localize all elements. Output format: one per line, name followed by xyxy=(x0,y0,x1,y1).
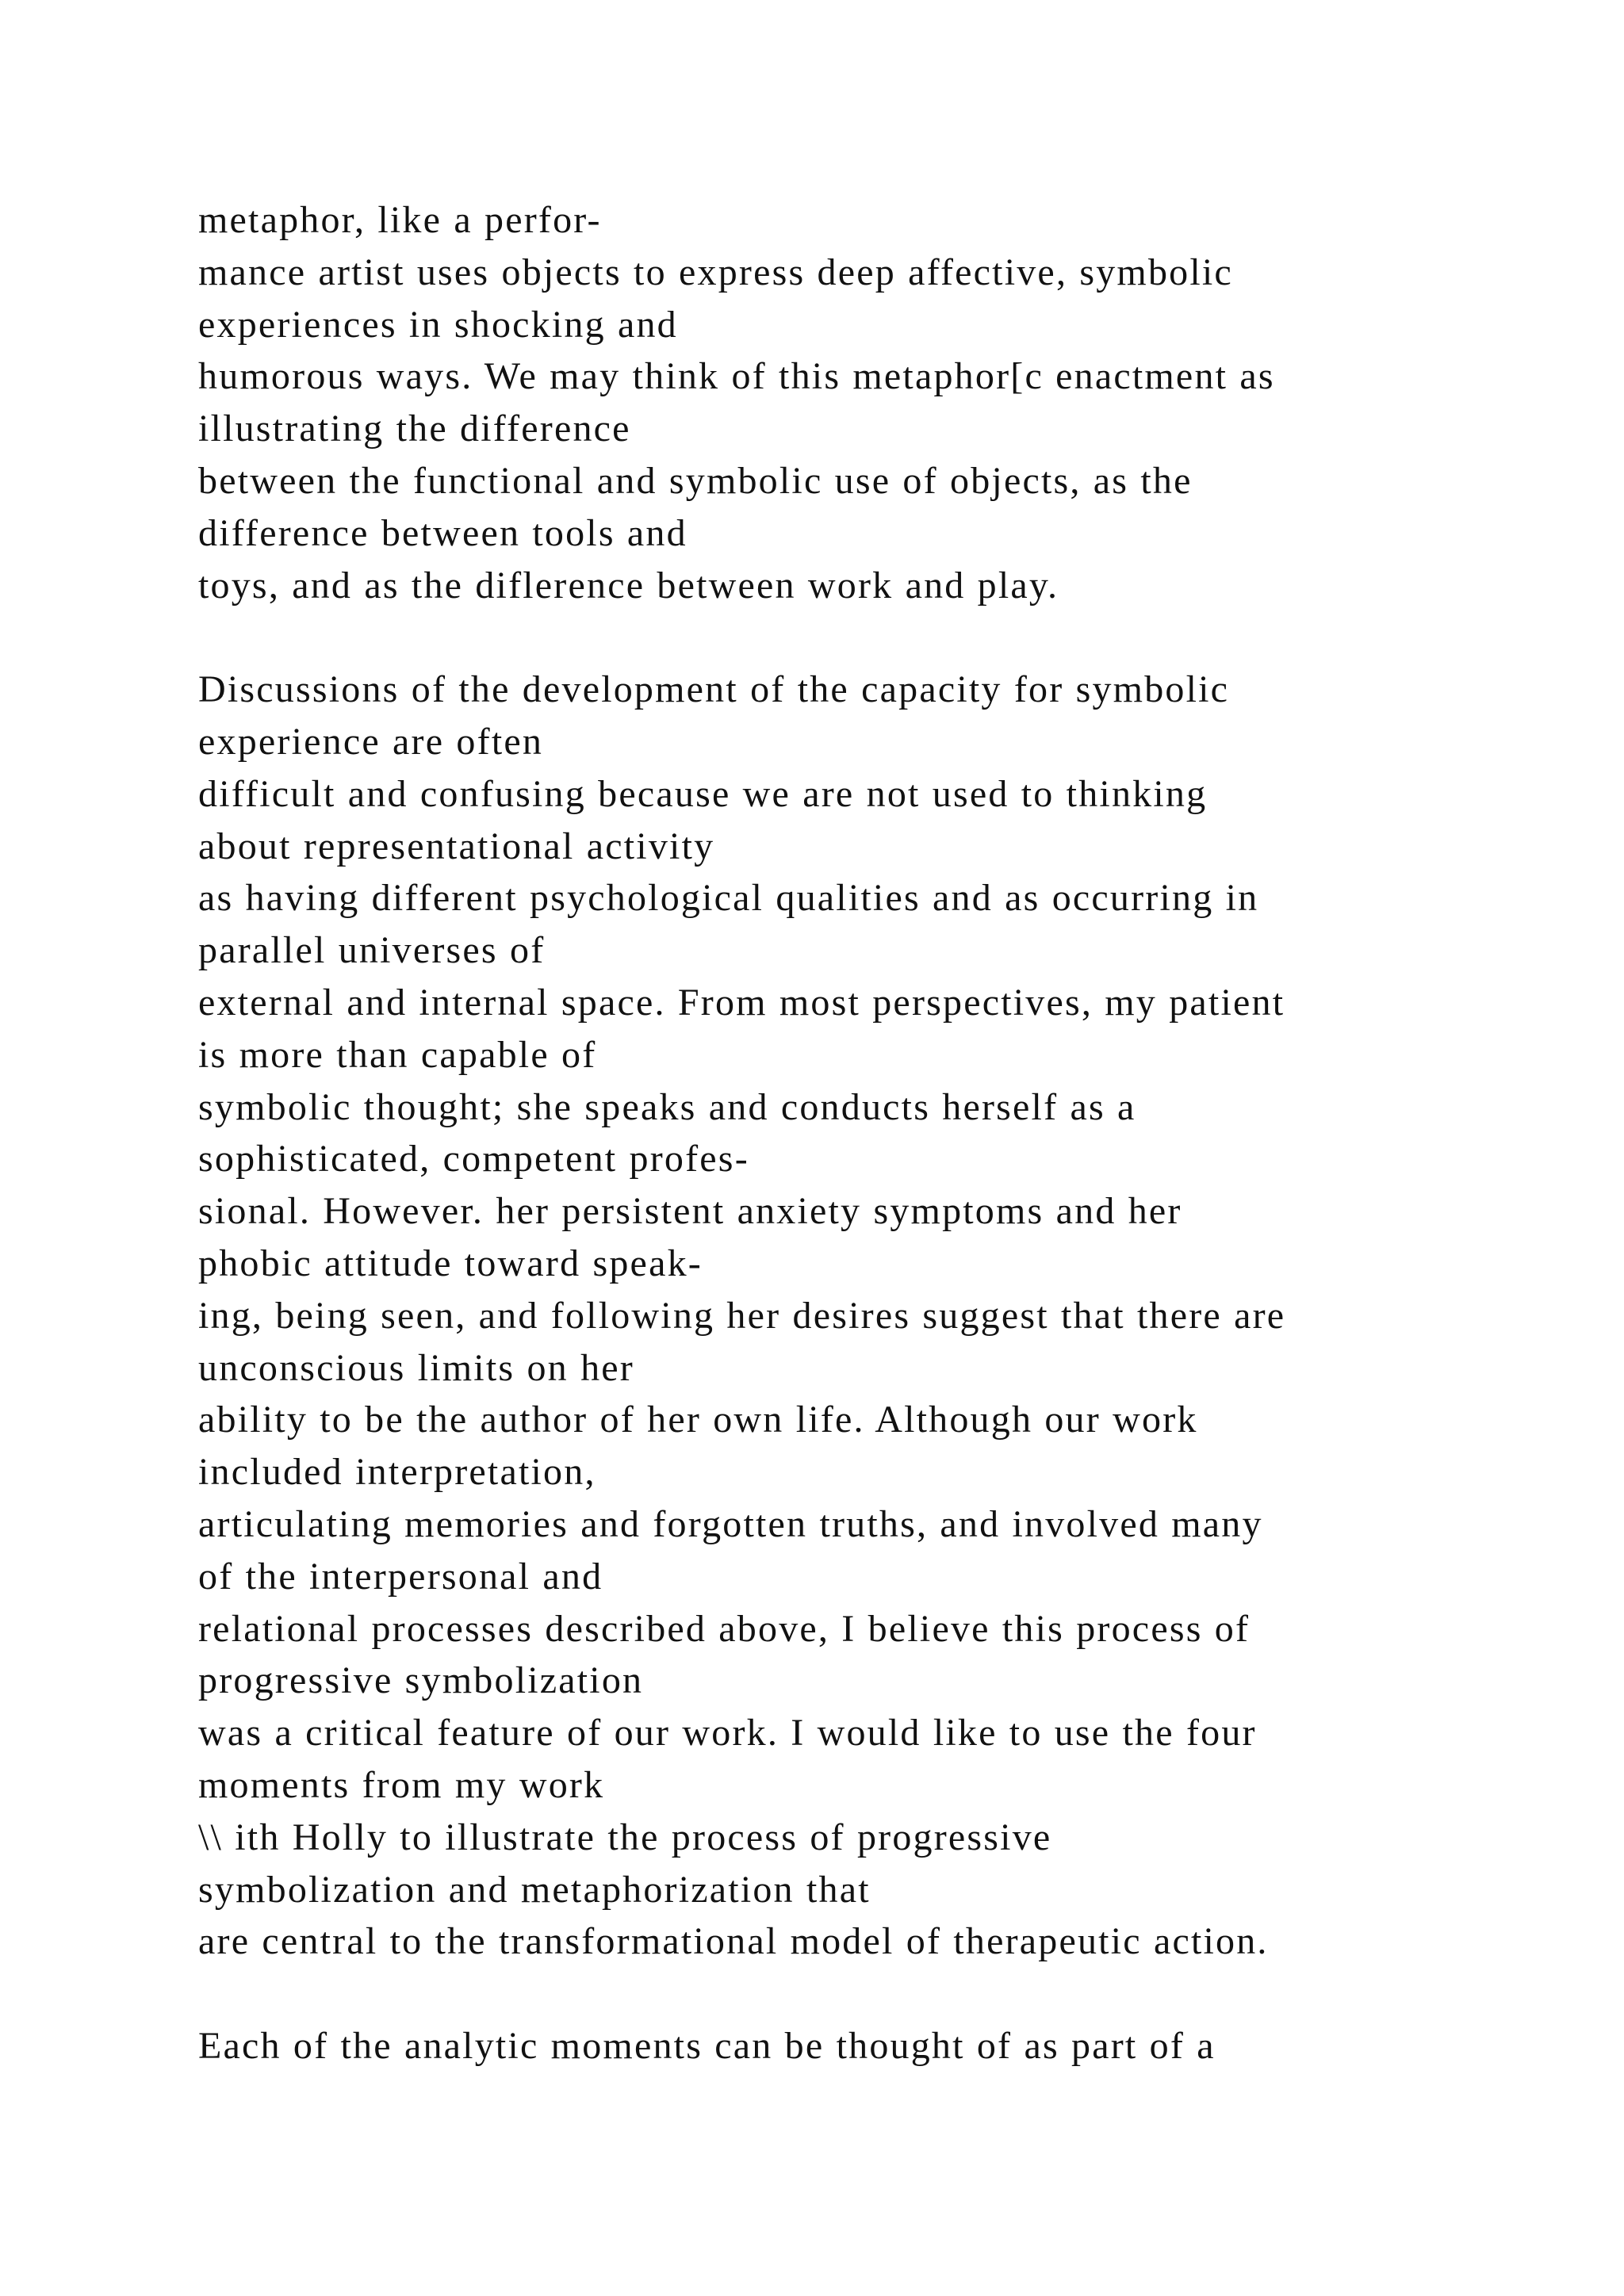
text-line: articulating memories and forgotten truths, and involved many xyxy=(198,1502,1263,1545)
text-line: symbolic thought; she speaks and conducts herself as a xyxy=(198,1085,1136,1128)
text-line: was a critical feature of our work. I would like to use the four xyxy=(198,1712,1257,1755)
text-line: parallel universes of xyxy=(198,929,546,972)
text-line: Each of the analytic moments can be thought of as part of a xyxy=(198,2024,1216,2067)
text-line: symbolization and metaphorization that xyxy=(198,1868,871,1911)
text-line: illustrating the difference xyxy=(198,408,631,450)
text-line: sional. However. her persistent anxiety symptoms and her xyxy=(198,1190,1182,1233)
text-line: included interpretation, xyxy=(198,1451,596,1494)
document-body xyxy=(198,194,1594,2124)
text-line: Discussions of the development of the capacity for symbolic xyxy=(198,668,1230,711)
text-line: metaphor, like a perfor- xyxy=(198,199,602,241)
text-line: ing, being seen, and following her desires suggest that there are xyxy=(198,1294,1286,1337)
text-line: sophisticated, competent profes- xyxy=(198,1138,749,1181)
text-line: is more than capable of xyxy=(198,1033,597,1076)
text-line: mance artist uses objects to express deep affective, symbolic xyxy=(198,251,1233,293)
text-line: progressive symbolization xyxy=(198,1659,644,1702)
text-line: between the functional and symbolic use of objects, as the xyxy=(198,459,1193,502)
text-line: external and internal space. From most perspectives, my patient xyxy=(198,981,1285,1024)
text-line: experience are often xyxy=(198,720,544,763)
text-line: phobic attitude toward speak- xyxy=(198,1242,703,1284)
text-line: difference between tools and xyxy=(198,511,688,554)
text-line: difficult and confusing because we are not used to thinking xyxy=(198,772,1208,815)
text-line: relational processes described above, I believe this process of xyxy=(198,1607,1251,1650)
text-line: moments from my work xyxy=(198,1763,605,1806)
text-line: humorous ways. We may think of this metaphor[c enactment as xyxy=(198,355,1275,398)
text-line: as having different psychological qualities and as occurring in xyxy=(198,877,1259,920)
text-line: ability to be the author of her own life. Although our work xyxy=(198,1399,1198,1441)
text-line: unconscious limits on her xyxy=(198,1346,634,1389)
text-line: about representational activity xyxy=(198,825,715,867)
paragraph-3 xyxy=(198,2020,1594,2072)
text-line: toys, and as the diflerence between work and play. xyxy=(198,564,1059,607)
text-line: \\ ith Holly to illustrate the process of progressive xyxy=(198,1816,1052,1858)
text-line: of the interpersonal and xyxy=(198,1555,603,1598)
text-line: experiences in shocking and xyxy=(198,303,678,346)
paragraph-1 xyxy=(198,194,1594,611)
text-line: are central to the transformational model of therapeutic action. xyxy=(198,1920,1269,1963)
paragraph-2 xyxy=(198,664,1594,1968)
